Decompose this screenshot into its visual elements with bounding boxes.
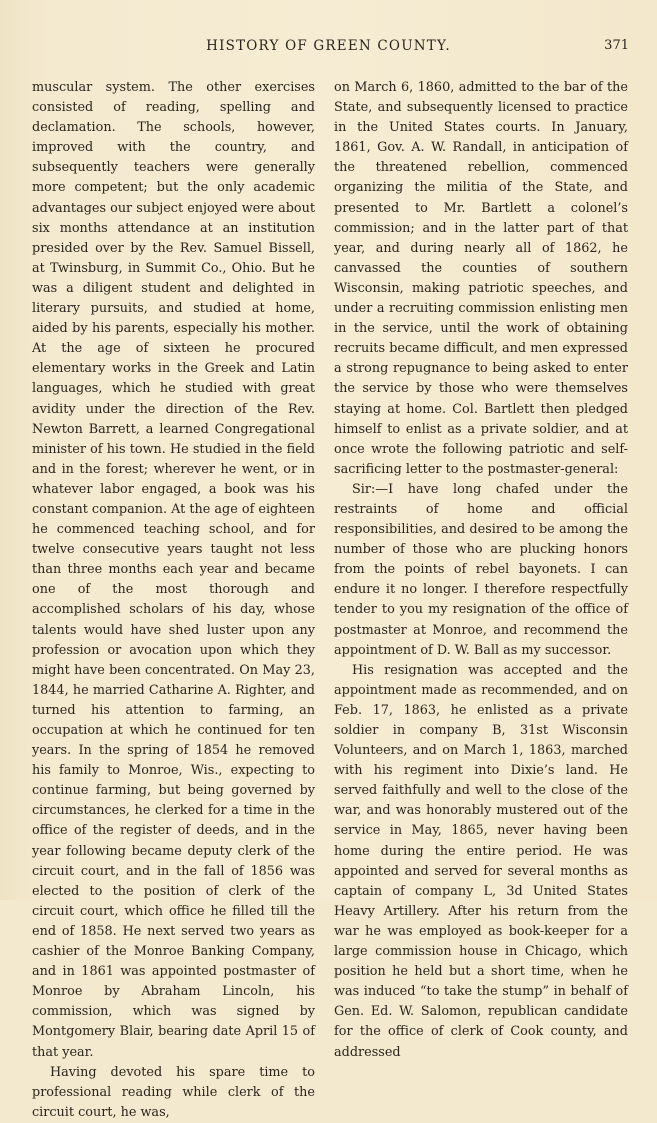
paragraph: muscular system. The other exercises consisted of reading, spelling and declamation. The schools, however, improved with the country, and subsequently teachers were generally more competent; but the only academic advantages our subject enjoyed were about six months attendance at an institution presided over by the Rev. Samuel Bissell, at Twinsburg, in Summit Co., Ohio. But he was a diligent student and delighted in literary pursuits, and studied at home, aided by his parents, especially his mother. At the age of sixteen he procured elementary works in the Greek and Latin languages, which he studied with great avidity under the direction of the Rev. Newton Barrett, a learned Congregational minister of his town. He studied in the field and in the forest; wherever he went, or in whatever labor engaged, a book was his constant companion. At the age of eighteen he commenced teaching school, and for twelve consecutive years taught not less than three months each year and became one of the most thorough and accomplished scholars of his day, whose talents would have shed luster upon any profession or avocation upon which they might have been concentrated. On May 23, 1844, he married Catharine A. Righter, and turned his attention to farming, an occupation at which he continued for ten years. In the spring of 1854 he removed his family to Monroe, Wis., expecting to continue farming, but being governed by circumstances, he clerked for a time in the office of the register of deeds, and in the year following became deputy clerk of the circuit court, and in the fall of 1856 was elected to the position of clerk of the circuit court, which office he filled till the end of 1858. He next served two years as cashier of the Monroe Banking Company, and in 1861 was appointed postmaster of Monroe by Abraham Lincoln, his commission, which was signed by Montgomery Blair, bearing date April 15 of that year. bbox=[32, 80, 315, 1060]
paragraph: Having devoted his spare time to professional reading while clerk of the circuit court, he was, bbox=[32, 1064, 315, 1120]
left-column bbox=[32, 78, 315, 1123]
running-header bbox=[0, 38, 657, 56]
paragraph: His resignation was accepted and the appointment made as recommended, and on Feb. 17, 1863, he enlisted as a private soldier in company B, 31st Wisconsin Volunteers, and on March 1, 1863, marched with his regiment into Dixie’s land. He served faithfully and well to the close of the war, and was honorably mustered out of the service in May, 1865, never having been home during the entire period. He was appointed and served for several months as captain of company L, 3d United States Heavy Artillery. After his return from the war he was employed as book-keeper for a large commission house in Chicago, which position he held but a short time, when he was induced “to take the stump” in behalf of Gen. Ed. W. Salomon, republican candidate for the office of clerk of Cook county, and addressed bbox=[334, 662, 628, 1060]
letter-paragraph: Sir:—I have long chafed under the restraints of home and official responsibilities, and desired to be among the number of those who are plucking honors from the points of rebel bayonets. I can endure it no longer. I therefore respectfully tender to you my resignation of the office of postmaster at Monroe, and recommend the appointment of D. W. Ball as my successor. bbox=[334, 481, 628, 658]
page-number: 371 bbox=[604, 38, 629, 53]
paragraph: on March 6, 1860, admitted to the bar of the State, and subsequently licensed to practice in the United States courts. In January, 1861, Gov. A. W. Randall, in anticipation of the threatened rebellion, commenced organizing the militia of the State, and presented to Mr. Bartlett a colonel’s commission; and in the latter part of that year, and during nearly all of 1862, he canvassed the counties of southern Wisconsin, making patriotic speeches, and under a recruiting commission enlisting men in the service, until the work of obtaining recruits became difficult, and men expressed a strong repugnance to being asked to enter the service by those who were themselves staying at home. Col. Bartlett then pledged himself to enlist as a private soldier, and at once wrote the following patriotic and self-sacrificing letter to the postmaster-general: bbox=[334, 80, 628, 477]
right-column bbox=[334, 78, 628, 1063]
page-title: HISTORY OF GREEN COUNTY. bbox=[206, 38, 451, 54]
